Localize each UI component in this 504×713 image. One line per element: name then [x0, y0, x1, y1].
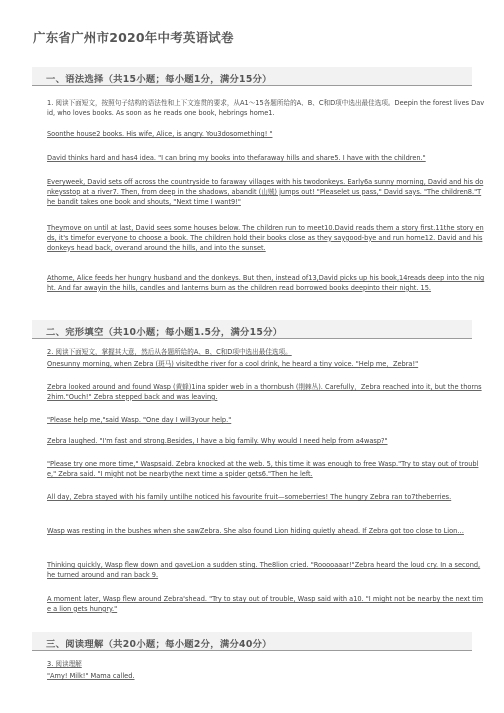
- paragraph-text: 3. 阅读理解: [47, 660, 82, 668]
- section-header-grammar: [32, 67, 472, 86]
- passage-paragraph: [33, 561, 485, 581]
- section-header-text: 三、阅读理解（共20小题；每小题2分，满分40分）: [46, 639, 272, 650]
- passage-paragraph: [33, 360, 485, 370]
- passage-paragraph: [33, 130, 485, 140]
- passage-paragraph: [33, 224, 485, 253]
- paragraph-text: All day, Zebra stayed with his family untilhe noticed his favourite fruit—someberries! The hungry Zebra ran to7theberries.: [47, 493, 452, 501]
- paragraph-text: Soonthe house2 books. His wife, Alice, is angry. You3dosomething! ": [47, 130, 273, 138]
- passage-paragraph: [33, 416, 485, 426]
- section-header-reading: [32, 632, 472, 651]
- paragraph-text: Theymove on until at last, David sees some houses below. The children run to meet10.David reads them a story first.11the story ends, it's timefor everyone to choose a book. The children hold their books close as they saygood-bye and run home12. David and his donkeys head back, overand around the hills, and into the sunset.: [47, 224, 484, 252]
- section-header-cloze: [32, 320, 472, 339]
- paragraph-text: Zebra looked around and found Wasp (黄蜂)1ina spider web in a thornbush (荆棘丛). Carefully，Zebra reached into it, but the thorns2him."Ouch!" Zebra stepped back and was leaving.: [47, 383, 482, 401]
- paragraph-text: 1. 阅读下面短文，按照句子结构的语法性和上下文连贯的要求，从A1～15各题所给的A、B、C和D项中选出最佳选项。Deepin the forest lives David, who loves books. As soon as he reads one book, hebrings home1.: [47, 99, 485, 117]
- paragraph-text: Thinking quickly, Wasp flew down and gaveLion a sudden sting. The8lion cried. "Rooooaaar!"Zebra heard the loud cry. In a second, he turned around and ran back 9.: [47, 561, 481, 579]
- section-header-text: 一、语法选择（共15小题；每小题1分，满分15分）: [46, 74, 272, 85]
- question-1-intro: [33, 99, 485, 119]
- passage-paragraph: [33, 527, 485, 537]
- paragraph-text: Zebra laughed. "I'm fast and strong.Besides, I have a big family. Why would I need help from a4wasp?": [47, 437, 388, 445]
- passage-paragraph: [33, 460, 485, 480]
- paragraph-text: Everyweek, David sets off across the countryside to faraway villages with his twodonkeys. Early6a sunny morning, David and his donkeysstop at a river7. Then, from deep in the shadows, abandit (山贼) jumps out! "Pleaselet us pass," David says. "The children8."The bandit takes one book and shouts, "Next time I want9!": [47, 178, 484, 206]
- passage-paragraph: [33, 437, 485, 447]
- paragraph-text: Wasp was resting in the bushes when she sawZebra. She also found Lion hiding quietly ahead. If Zebra got too close to Lion…: [47, 527, 464, 535]
- passage-paragraph: [33, 274, 485, 294]
- paragraph-text: David thinks hard and has4 idea. "I can bring my books into thefaraway hills and share5. I have with the children.": [47, 154, 426, 162]
- passage-paragraph: [33, 595, 485, 615]
- document-title: 广东省广州市2020年中考英语试卷: [33, 30, 234, 45]
- paragraph-text: "Amy! Milk!" Mama called.: [47, 672, 135, 680]
- paragraph-text: 2. 阅读下面短文，掌握其大意，然后从各题所给的A、B、C和D项中选出最佳选项。: [47, 348, 292, 356]
- paragraph-text: Athome, Alice feeds her hungry husband and the donkeys. But then, instead of13,David picks up his book,14reads deep into the night. And far awayin the hills, candles and lanterns burn as the children read borrowed books deepinto their night. 15.: [47, 274, 485, 292]
- section-header-text: 二、完形填空（共10小题；每小题1.5分，满分15分）: [46, 327, 283, 338]
- paragraph-text: "Please try one more time," Waspsaid. Zebra knocked at the web. 5, this time it was enough to free Wasp."Try to stay out of trouble," Zebra said. "I might not be nearbythe next time a spider gets6."Then he left.: [47, 460, 479, 478]
- passage-paragraph: [33, 383, 485, 403]
- question-3-intro: [33, 660, 485, 670]
- paragraph-text: "Please help me,"said Wasp. "One day I will3your help.": [47, 416, 232, 424]
- question-2-intro: [33, 348, 485, 358]
- paragraph-text: A moment later, Wasp flew around Zebra'shead. "Try to stay out of trouble, Wasp said with a10. "I might not be nearby the next time a lion gets hungry.": [47, 595, 484, 613]
- passage-paragraph: [33, 178, 485, 207]
- passage-paragraph: [33, 672, 485, 682]
- passage-paragraph: [33, 154, 485, 164]
- passage-paragraph: [33, 493, 485, 503]
- paragraph-text: Onesunny morning, when Zebra (斑马) visitedthe river for a cool drink, he heard a tiny voice. "Help me，Zebra!": [47, 360, 419, 368]
